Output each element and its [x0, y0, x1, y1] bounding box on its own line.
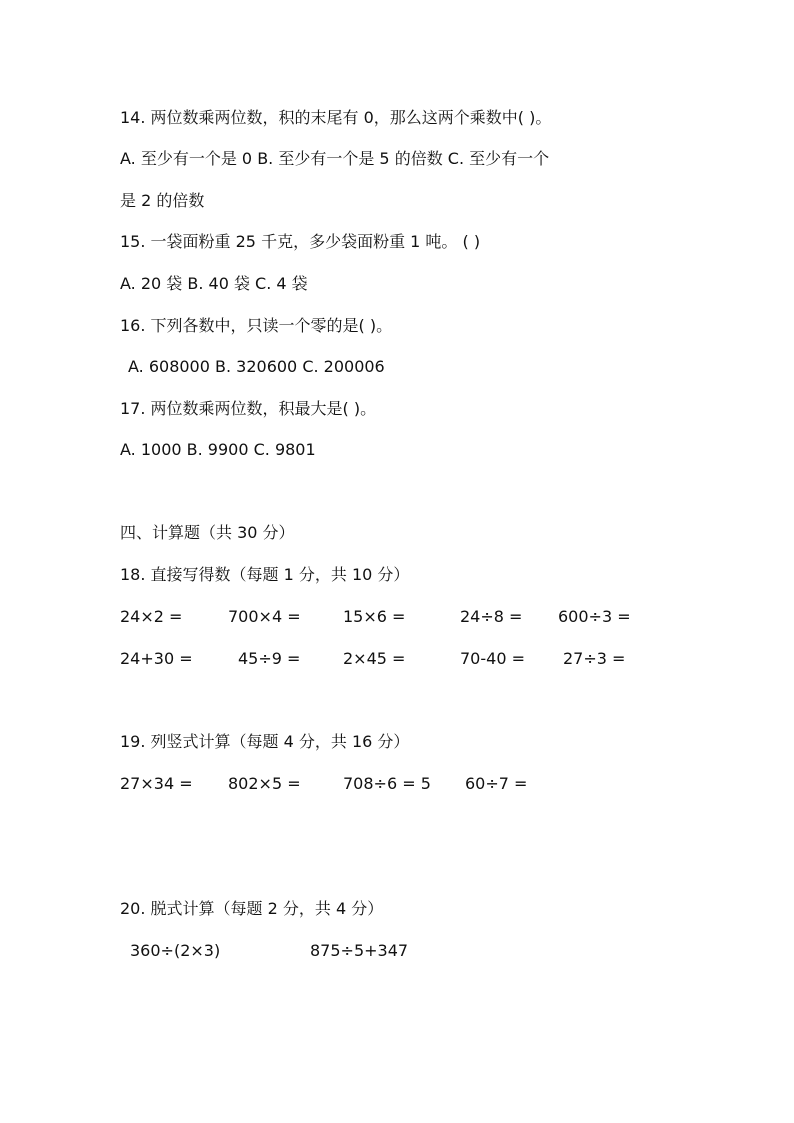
q15-stem: 15. 一袋面粉重 25 千克，多少袋面粉重 1 吨。 ( )	[120, 232, 481, 251]
q18-title: 18. 直接写得数（每题 1 分，共 10 分）	[120, 565, 410, 584]
q18-row1-item: 700×4 =	[228, 607, 301, 626]
q19-item: 708÷6 = 5	[343, 774, 431, 793]
q19-item: 60÷7 =	[465, 774, 528, 793]
q18-row2-item: 70-40 =	[460, 649, 525, 668]
q20-item: 875÷5+347	[310, 941, 409, 960]
q14-stem: 14. 两位数乘两位数，积的末尾有 0，那么这两个乘数中( )。	[120, 108, 552, 127]
q20-item: 360÷(2×3)	[130, 941, 221, 960]
q18-row1-item: 15×6 =	[343, 607, 406, 626]
q18-row2-item: 2×45 =	[343, 649, 406, 668]
q18-row1-item: 24÷8 =	[460, 607, 523, 626]
q15-options: A. 20 袋 B. 40 袋 C. 4 袋	[120, 274, 308, 293]
q18-row1-item: 600÷3 =	[558, 607, 631, 626]
section-4-title: 四、计算题（共 30 分）	[120, 523, 295, 542]
q14-options-line1: A. 至少有一个是 0 B. 至少有一个是 5 的倍数 C. 至少有一个	[120, 149, 550, 168]
q17-stem: 17. 两位数乘两位数，积最大是( )。	[120, 399, 377, 418]
q20-title: 20. 脱式计算（每题 2 分，共 4 分）	[120, 899, 384, 918]
q18-row2-item: 24+30 =	[120, 649, 193, 668]
q17-options: A. 1000 B. 9900 C. 9801	[120, 440, 316, 459]
q19-title: 19. 列竖式计算（每题 4 分，共 16 分）	[120, 732, 410, 751]
q18-row1-item: 24×2 =	[120, 607, 183, 626]
q19-item: 802×5 =	[228, 774, 301, 793]
q19-item: 27×34 =	[120, 774, 193, 793]
q18-row2-item: 27÷3 =	[563, 649, 626, 668]
q16-options: A. 608000 B. 320600 C. 200006	[128, 357, 385, 376]
q14-options-line2: 是 2 的倍数	[120, 191, 205, 210]
q18-row2-item: 45÷9 =	[238, 649, 301, 668]
q16-stem: 16. 下列各数中，只读一个零的是( )。	[120, 316, 393, 335]
